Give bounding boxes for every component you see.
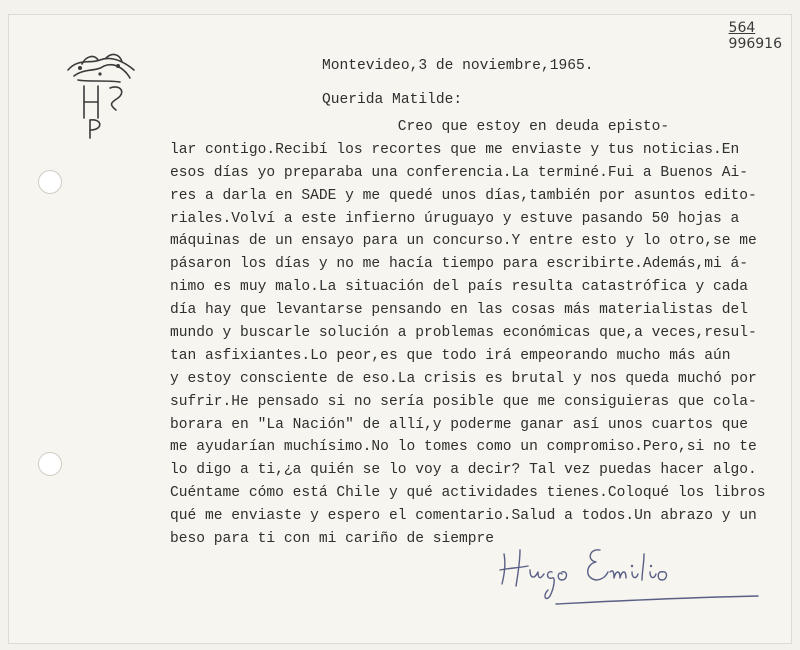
body-line: sufrir.He pensado si no sería posible que me consiguieras que cola-	[170, 393, 757, 410]
body-line: borara en "La Nación" de allí,y poderme ganar así unos cuartos que	[170, 416, 749, 433]
signature-icon	[496, 540, 766, 610]
body-line: y estoy consciente de eso.La crisis es brutal y nos queda muchó por	[170, 370, 757, 387]
body-line: Creo que estoy en deuda episto-	[170, 119, 670, 135]
body-line: pásaron los días y no me hacía tiempo para escribirte.Además,mi á-	[170, 256, 749, 273]
punch-hole-bottom	[38, 452, 62, 476]
dateline: Montevideo,3 de noviembre,1965.	[322, 58, 594, 74]
archive-number-line-2: 996916	[728, 36, 782, 52]
salutation: Querida Matilde:	[322, 92, 463, 108]
archive-number-line-1: 564	[728, 20, 756, 36]
punch-hole-top	[38, 170, 62, 194]
body-line: lar contigo.Recibí los recortes que me enviaste y tus noticias.En	[170, 141, 740, 158]
body-line: lo digo a ti,¿a quién se lo voy a decir? Tal vez puedas hacer algo.	[170, 462, 757, 479]
body-line: Cuéntame cómo está Chile y qué actividades tienes.Coloqué los libros	[170, 485, 766, 502]
body-line: beso para ti con mi cariño de siempre	[170, 531, 495, 548]
body-line: máquinas de un ensayo para un concurso.Y entre esto y lo otro,se me	[170, 233, 757, 250]
body-line: mundo y buscarle solución a problemas económicas que,a veces,resul-	[170, 325, 757, 342]
body-line: tan asfixiantes.Lo peor,es que todo irá empeorando mucho más aún	[170, 347, 731, 364]
body-line: qué me enviaste y espero el comentario.Salud a todos.Un abrazo y un	[170, 508, 757, 525]
archive-number	[729, 20, 782, 52]
body-line: riales.Volví a este infierno úruguayo y estuve pasando 50 hojas a	[170, 210, 740, 227]
body-line: nimo es muy malo.La situación del país resulta catastrófica y cada	[170, 279, 749, 296]
body-line: me ayudarían muchísimo.No lo tomes como un compromiso.Pero,si no te	[170, 439, 757, 456]
body-line: día hay que levantarse pensando en las cosas más materialistas del	[170, 302, 749, 319]
body-line: esos días yo preparaba una conferencia.La terminé.Fui a Buenos Ai-	[170, 164, 749, 181]
handwritten-signature	[496, 540, 766, 610]
body-line: res a darla en SADE y me quedé unos días,también por asuntos edito-	[170, 187, 757, 204]
letterhead-monogram-icon	[60, 50, 140, 140]
letter-body	[170, 116, 766, 551]
